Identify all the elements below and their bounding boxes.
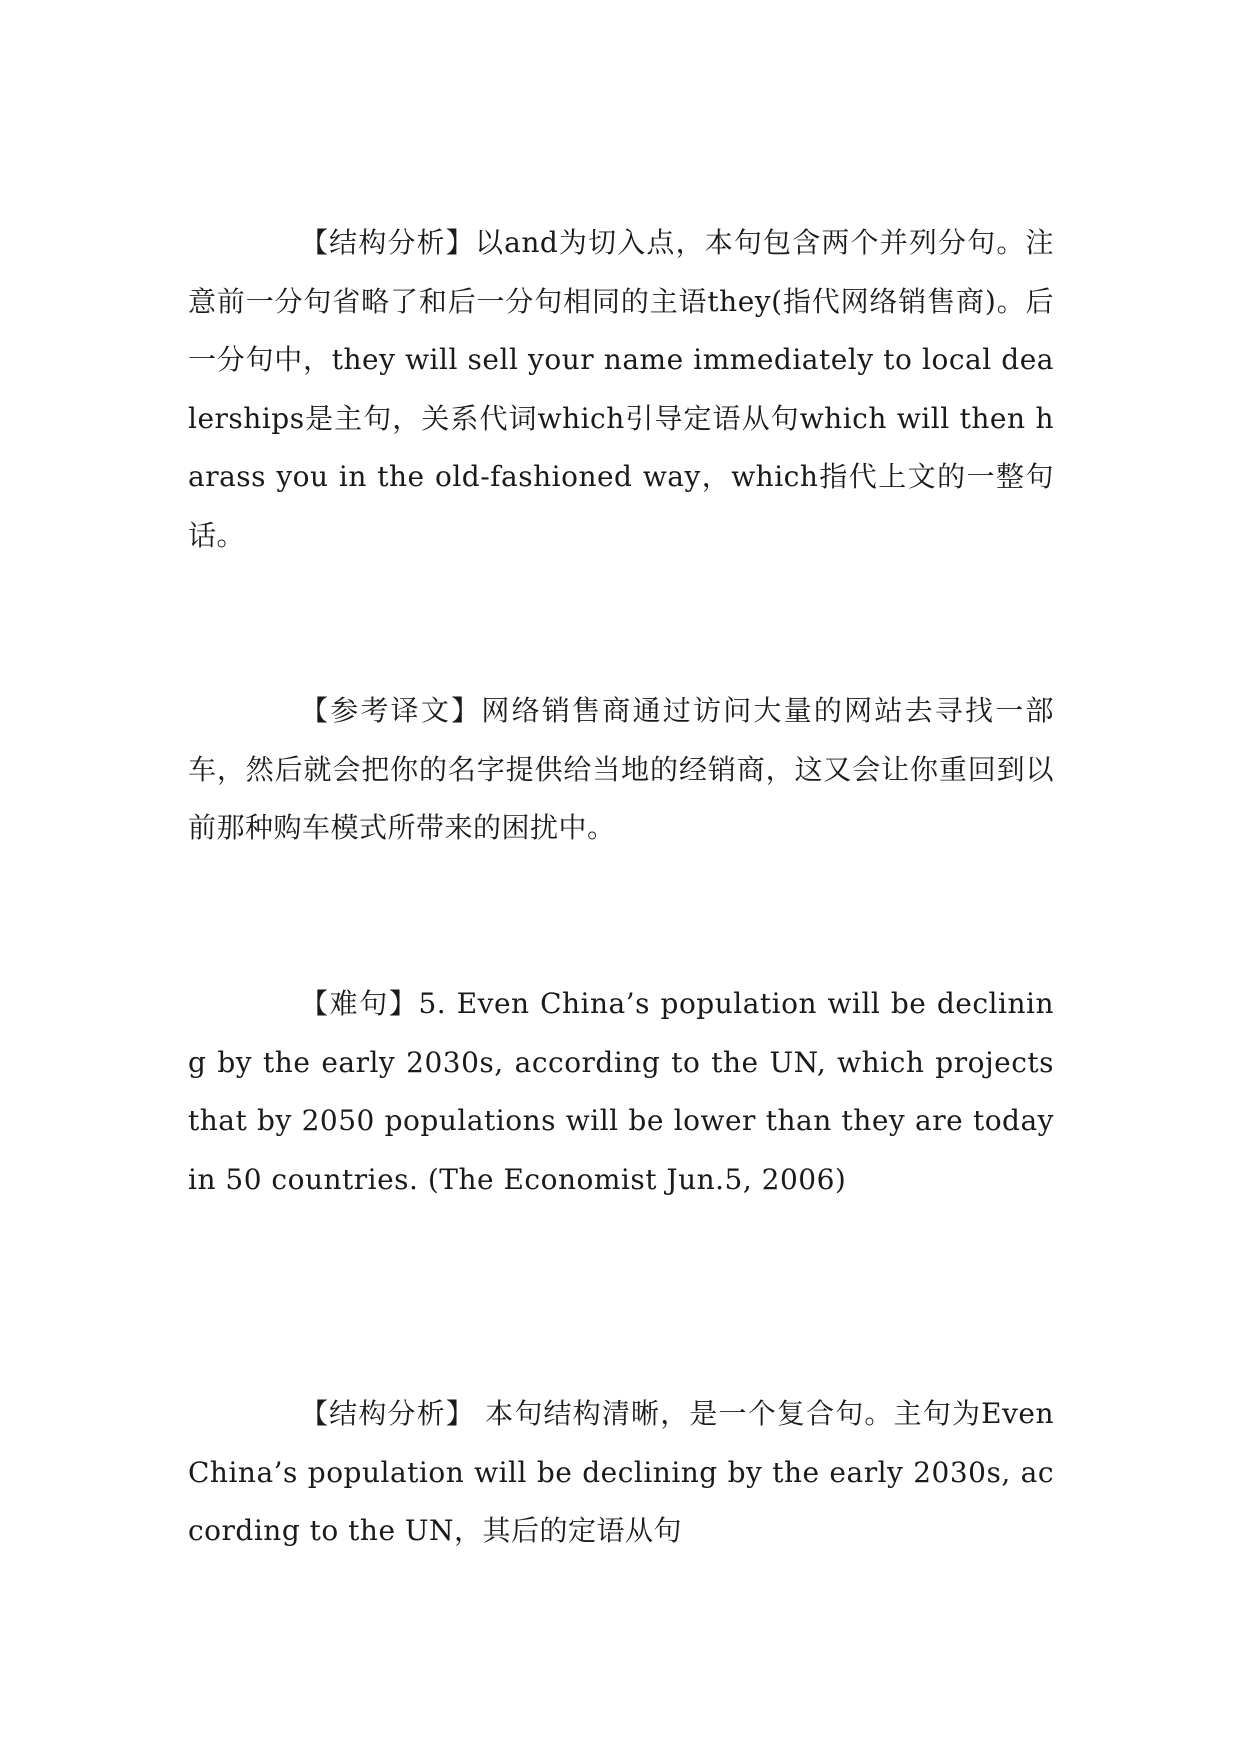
reference-translation-paragraph: 【参考译文】网络销售商通过访问大量的网站去寻找一部车，然后就会把你的名字提供给当地的经销商，这又会让你重回到以前那种购车模式所带来的困扰中。 <box>188 694 1054 844</box>
structure-analysis-paragraph: 【结构分析】以and为切入点，本句包含两个并列分句。注意前一分句省略了和后一分句相同的主语they(指代网络销售商)。后一分句中，they will sell your name immediately to local dealerships是主句，关系代词which引导定语从句which will then harass you in the old-fashioned way，which指代上文的一整句话。 <box>188 226 1054 552</box>
difficult-sentence-paragraph: 【难句】5. Even China’s population will be declining by the early 2030s, according to the UN, which projects that by 2050 populations will be lower than they are today in 50 countries. (The Economist Jun.5, 2006) <box>188 987 1054 1196</box>
structure-analysis-paragraph-2: 【结构分析】 本句结构清晰，是一个复合句。主句为Even China’s population will be declining by the early 2030s, according to the UN，其后的定语从句 <box>188 1397 1054 1547</box>
